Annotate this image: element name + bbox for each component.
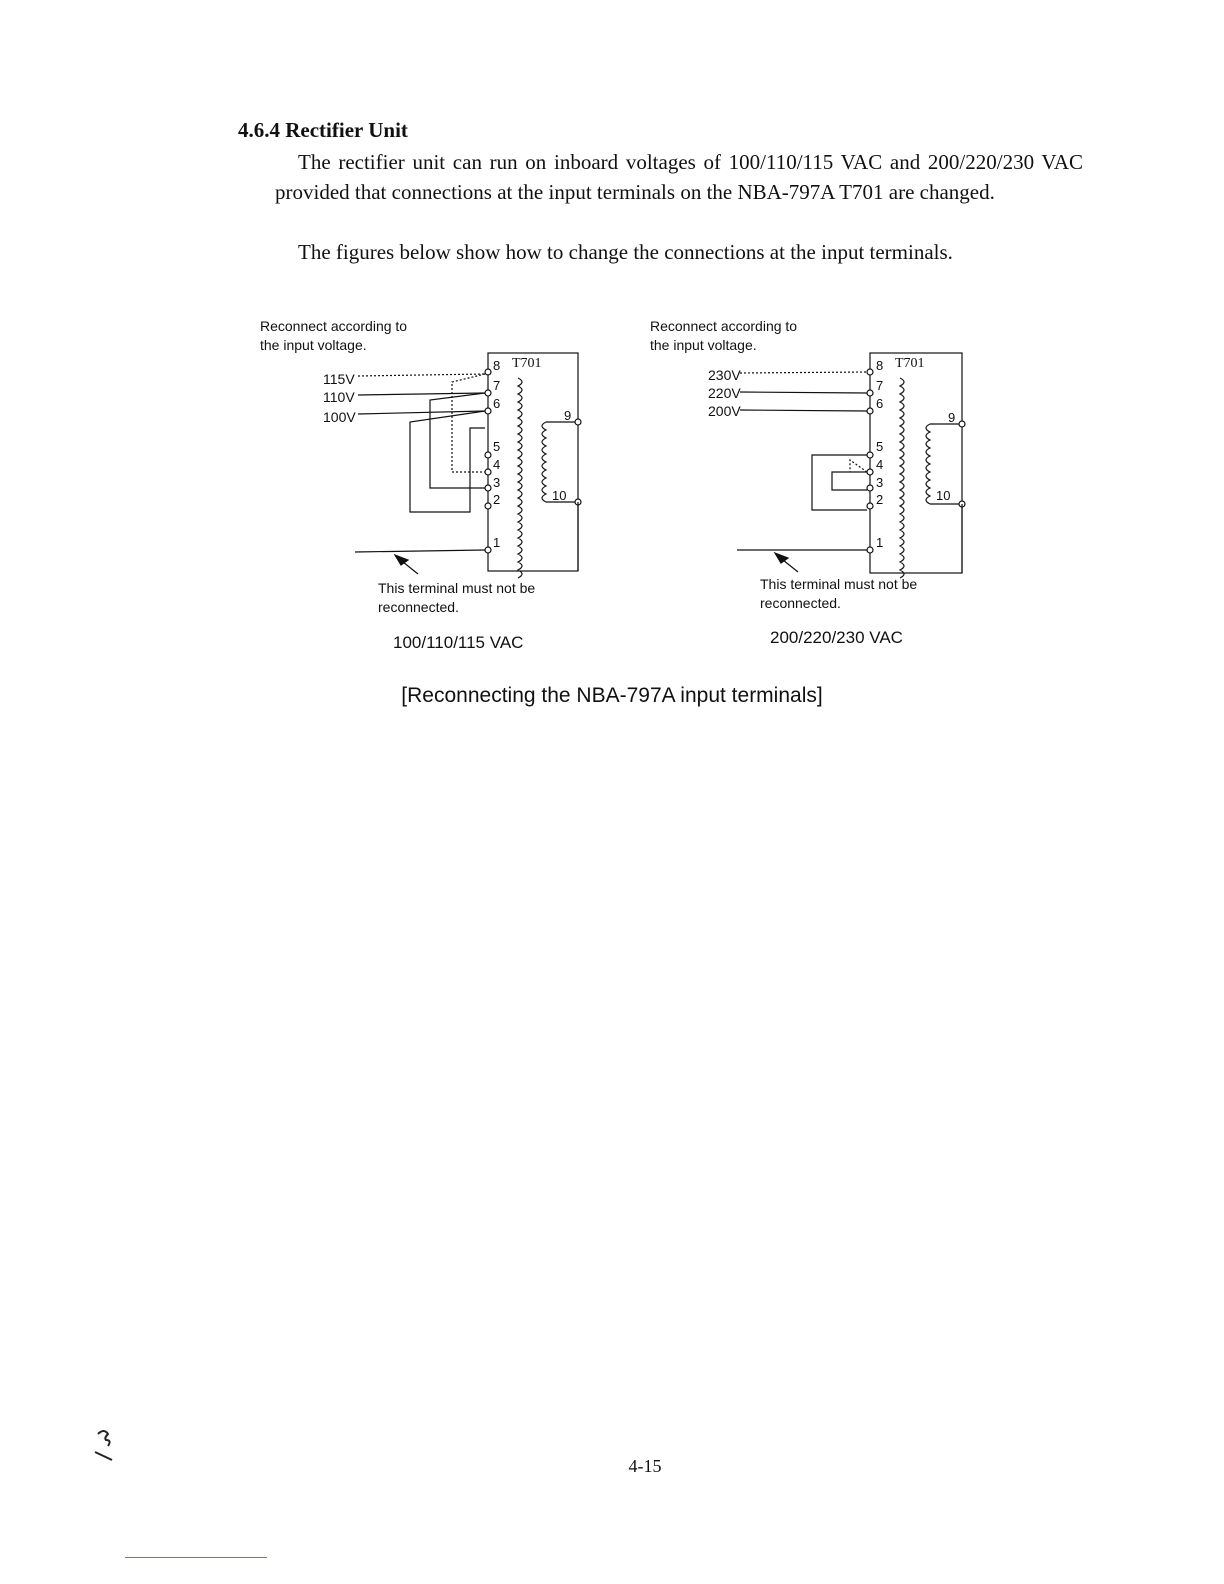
right-figure-label: 200/220/230 VAC (770, 628, 903, 647)
section-heading: 4.6.4 Rectifier Unit (238, 118, 408, 142)
paragraph-figures: The figures below show how to change the connections at the input terminals. (298, 240, 953, 264)
right-transformer-label: T701 (895, 356, 925, 371)
left-note-line1: Reconnect according to (260, 318, 408, 334)
right-terminal-10: 10 (936, 488, 951, 503)
right-warning-line1: This terminal must not be (760, 576, 918, 592)
left-figure-label: 100/110/115 VAC (393, 633, 524, 652)
left-terminal-2: 2 (493, 492, 501, 507)
left-terminal-9: 9 (564, 408, 572, 423)
page-number: 4-15 (628, 1456, 662, 1476)
left-terminal-8: 8 (493, 358, 501, 373)
right-tap-220v: 220V (708, 385, 741, 401)
left-terminal-7: 7 (493, 378, 501, 393)
left-warning-line2: reconnected. (378, 599, 459, 615)
figure-right (650, 318, 965, 647)
figure-left (260, 318, 581, 652)
left-note-line2: the input voltage. (260, 337, 367, 353)
right-terminal-4: 4 (876, 457, 884, 472)
left-terminal-3: 3 (493, 475, 501, 490)
right-terminal-3: 3 (876, 475, 884, 490)
right-terminal-5: 5 (876, 439, 884, 454)
right-terminal-9: 9 (948, 410, 956, 425)
right-tap-200v: 200V (708, 403, 741, 419)
right-tap-230v: 230V (708, 367, 741, 383)
left-terminal-4: 4 (493, 457, 501, 472)
right-note-line1: Reconnect according to (650, 318, 798, 334)
right-secondary-coil (926, 424, 930, 504)
left-secondary-coil (542, 422, 546, 502)
right-warning-line2: reconnected. (760, 595, 841, 611)
left-warning-line1: This terminal must not be (378, 580, 536, 596)
right-terminal-1: 1 (876, 535, 884, 550)
left-tap-100v: 100V (323, 409, 356, 425)
left-terminal-10: 10 (552, 488, 567, 503)
paragraph-intro: The rectifier unit can run on inboard voltages of 100/110/115 VAC and 200/220/230 VAC provided that connections at the input terminals on the NBA-797A T701 are changed. (275, 150, 1083, 204)
right-terminal-8: 8 (876, 358, 884, 373)
left-terminal-1: 1 (493, 535, 501, 550)
left-tap-110v: 110V (323, 389, 355, 405)
right-terminal-7: 7 (876, 378, 884, 393)
left-tap-115v: 115V (323, 371, 355, 387)
figure-caption: [Reconnecting the NBA-797A input terminals] (401, 684, 823, 707)
left-terminal-6: 6 (493, 396, 501, 411)
right-primary-coil (900, 378, 904, 578)
right-transformer-frame (870, 353, 962, 573)
footer-rule (125, 1557, 267, 1558)
right-terminal-2: 2 (876, 492, 884, 507)
left-terminal-5: 5 (493, 439, 501, 454)
left-transformer-frame (488, 353, 578, 571)
right-note-line2: the input voltage. (650, 337, 757, 353)
left-transformer-label: T701 (512, 356, 542, 371)
wiring-diagrams (250, 310, 990, 670)
left-primary-coil (518, 378, 522, 578)
right-terminal-6: 6 (876, 396, 884, 411)
